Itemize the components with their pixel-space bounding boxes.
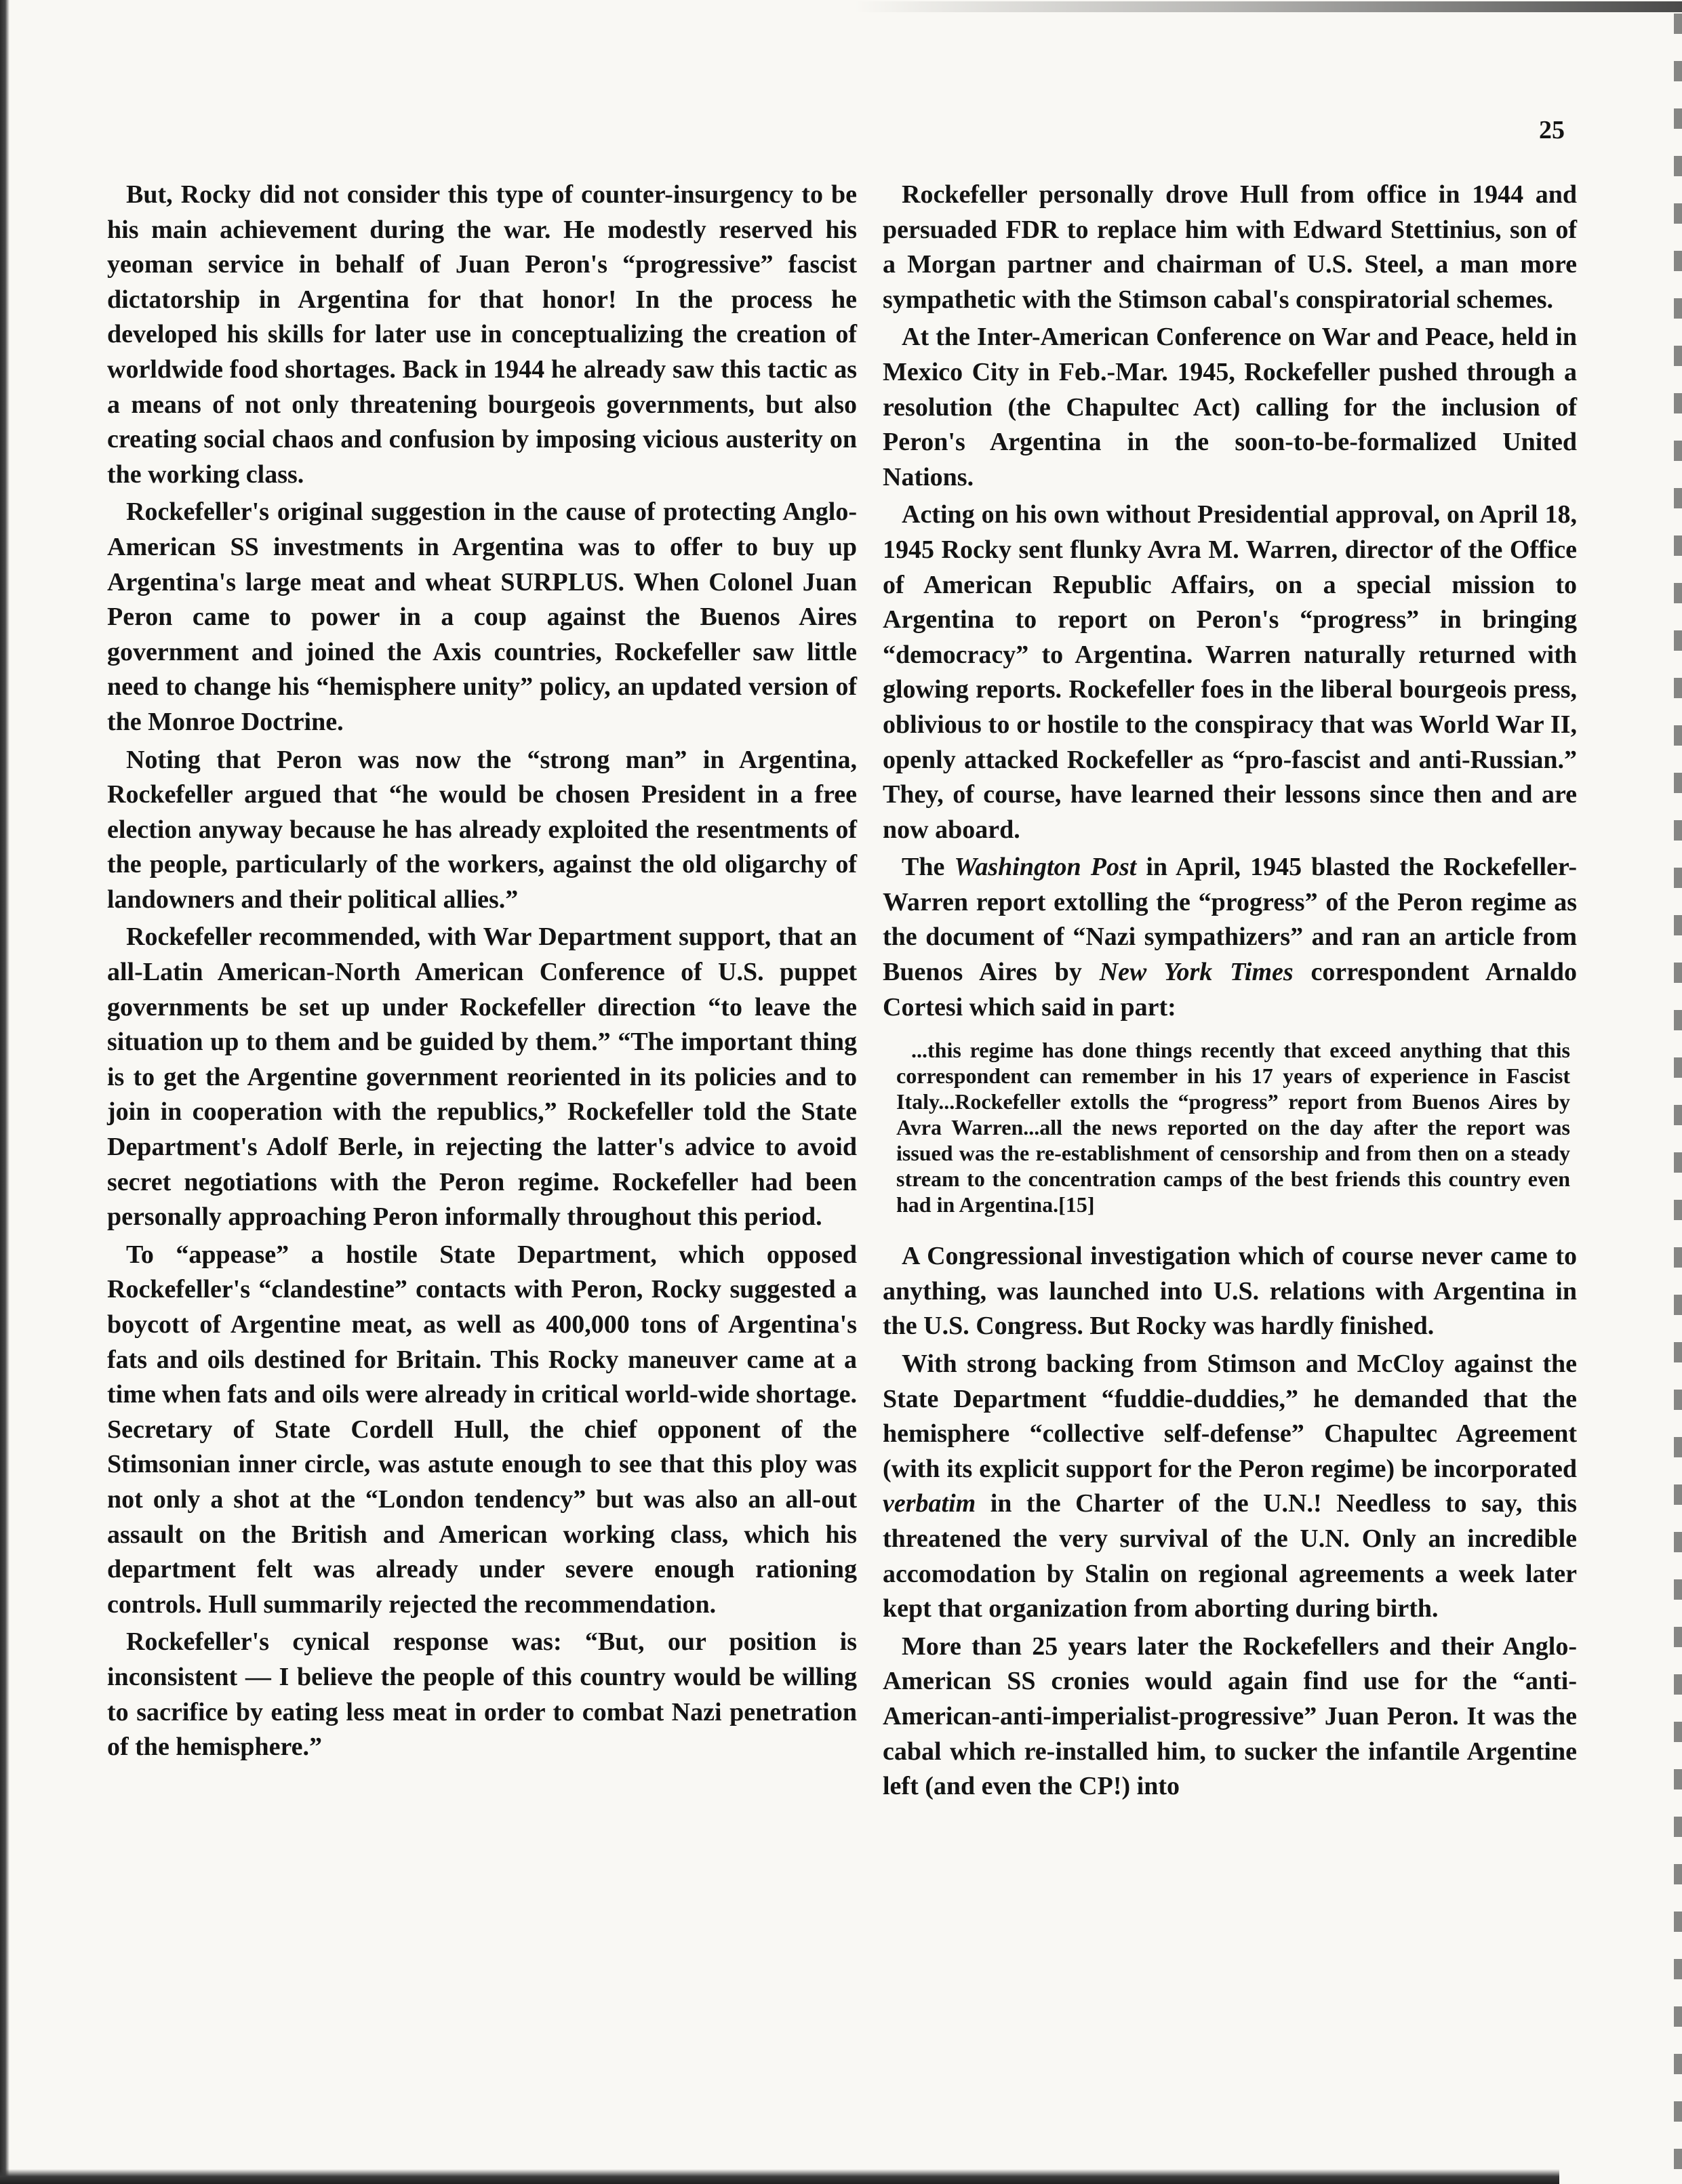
paragraph-6-tail: in the Charter of the U.N.! Needless to say, this threatened the very survival of the U.N. Only an incredible accomodation by Stalin on regional agreements a week later kept that organization from aborting during birth. (883, 1489, 1577, 1623)
paragraph-4-tail: correspondent Arnaldo Cortesi which said in part: (883, 958, 1578, 1022)
left-column (107, 178, 857, 1768)
right-paragraph-1: Rockefeller personally drove Hull from office in 1944 and persuaded FDR to replace him with Edward Stettinius, son of a Morgan partner and chairman of U.S. Steel, a man more sympathetic with the Stimson cabal's conspiratorial schemes. (883, 180, 1577, 314)
paragraph-4-lead: The (902, 853, 955, 882)
scan-bottom-border (0, 2169, 1559, 2184)
right-paragraph-3: Acting on his own without Presidential approval, on April 18, 1945 Rocky sent flunky Avra M. Warren, director of the Office of American Republic Affairs, on a special mission to Argentina to report on Peron's “progress” in bringing “democracy” to Argentina. Warren naturally returned with glowing reports. Rockefeller foes in the liberal bourgeois press, oblivious to or hostile to the conspiracy that was World War II, openly attacked Rockefeller as “pro-fascist and anti-Russian.” They, of course, have learned their lessons since then and are now aboard. (883, 500, 1577, 844)
newspaper-title-washington-post: Washington Post (954, 853, 1137, 882)
paragraph-4-middle: in April, 1945 blasted the Rockefeller-Warren report extolling the “progress” of the Peron regime as the document of “Nazi sympathizers” and ran an article from Buenos Aires by (883, 853, 1577, 987)
emphasis-verbatim: verbatim (883, 1489, 976, 1518)
right-column (883, 178, 1577, 1807)
paragraph-6-lead: With strong backing from Stimson and McCloy against the State Department “fuddie-duddies,” he demanded that the hemisphere “collective self-defense” Chapultec Agreement (with its explicit support for the Peron regime) be incorporated (883, 1350, 1577, 1483)
newspaper-title-new-york-times: New York Times (1099, 958, 1294, 987)
right-paragraph-6 (883, 1347, 1577, 1627)
right-paragraph-4 (883, 850, 1577, 1025)
left-paragraph-3: Noting that Peron was now the “strong man” in Argentina, Rockefeller argued that “he would be chosen President in a free election anyway because he has already exploited the resentments of the people, particularly of the workers, against the old oligarchy of landowners and their political allies.” (107, 745, 857, 914)
left-paragraph-4: Rockefeller recommended, with War Department support, that an all-Latin American-North American Conference of U.S. puppet governments be set up under Rockefeller direction “to leave the situation up to them and be guided by them.” “The important thing is to get the Argentine government reoriented in its policies and to join in cooperation with the republics,” Rockefeller told the State Department's Adolf Berle, in rejecting the latter's advice to avoid secret negotiations with the Peron regime. Rockefeller had been personally approaching Peron informally throughout this period. (107, 923, 857, 1232)
page-number: 25 (1539, 116, 1565, 144)
scan-left-border (0, 0, 9, 2184)
left-paragraph-1: But, Rocky did not consider this type of counter-insurgency to be his main achievement during the war. He modestly reserved his yeoman service in behalf of Juan Peron's “progressive” fascist dictatorship in Argentina for that honor! In the process he developed his skills for later use in conceptualizing the creation of worldwide food shortages. Back in 1944 he already saw this tactic as a means of not only threatening bourgeois governments, but also creating social chaos and confusion by imposing vicious austerity on the working class. (107, 180, 857, 489)
right-paragraph-2: At the Inter-American Conference on War and Peace, held in Mexico City in Feb.-Mar. 1945, Rockefeller pushed through a resolution (the Chapultec Act) calling for the inclusion of Peron's Argentina in the soon-to-be-formalized United Nations. (883, 323, 1577, 491)
right-paragraph-5: A Congressional investigation which of course never came to anything, was launched into U.S. relations with Argentina in the U.S. Congress. But Rocky was hardly finished. (883, 1242, 1577, 1341)
left-paragraph-2: Rockefeller's original suggestion in the cause of protecting Anglo-American SS investments in Argentina was to offer to buy up Argentina's large meat and wheat SURPLUS. When Colonel Juan Peron came to power in a coup against the Buenos Aires government and joined the Axis countries, Rockefeller saw little need to change his “hemisphere unity” policy, an updated version of the Monroe Doctrine. (107, 498, 857, 736)
scan-top-smudge (854, 1, 1682, 12)
block-quote: ...this regime has done things recently that exceed anything that this correspondent can remember in his 17 years of experience in Fascist Italy...Rockefeller extolls the “progress” report from Buenos Aires by Avra Warren...all the news reported on the day after the report was issued was the re-establishment of censorship and from then on a steady stream to the concentration camps of the best friends this country even had in Argentina.[15] (896, 1038, 1570, 1217)
left-paragraph-5: To “appease” a hostile State Department, which opposed Rockefeller's “clandestine” contacts with Peron, Rocky suggested a boycott of Argentine meat, as well as 400,000 tons of Argentina's fats and oils destined for Britain. This Rocky maneuver came at a time when fats and oils were already in critical world-wide shortage. Secretary of State Cordell Hull, the chief opponent of the Stimsonian inner circle, was astute enough to see that this ploy was not only a shot at the “London tendency” but was also an all-out assault on the British and American working class, which his department felt was already under severe enough rationing controls. Hull summarily rejected the recommendation. (107, 1240, 857, 1619)
right-paragraph-7: More than 25 years later the Rockefellers and their Anglo-American SS cronies would again find use for the “anti-American-anti-imperialist-progressive” Juan Peron. It was the cabal which re-installed him, to sucker the infantile Argentine left (and even the CP!) into (883, 1632, 1577, 1801)
left-paragraph-6: Rockefeller's cynical response was: “But, our position is inconsistent — I believe the people of this country would be willing to sacrifice by eating less meat in order to combat Nazi penetration of the hemisphere.” (107, 1627, 857, 1762)
scan-right-border (1674, 14, 1682, 2169)
